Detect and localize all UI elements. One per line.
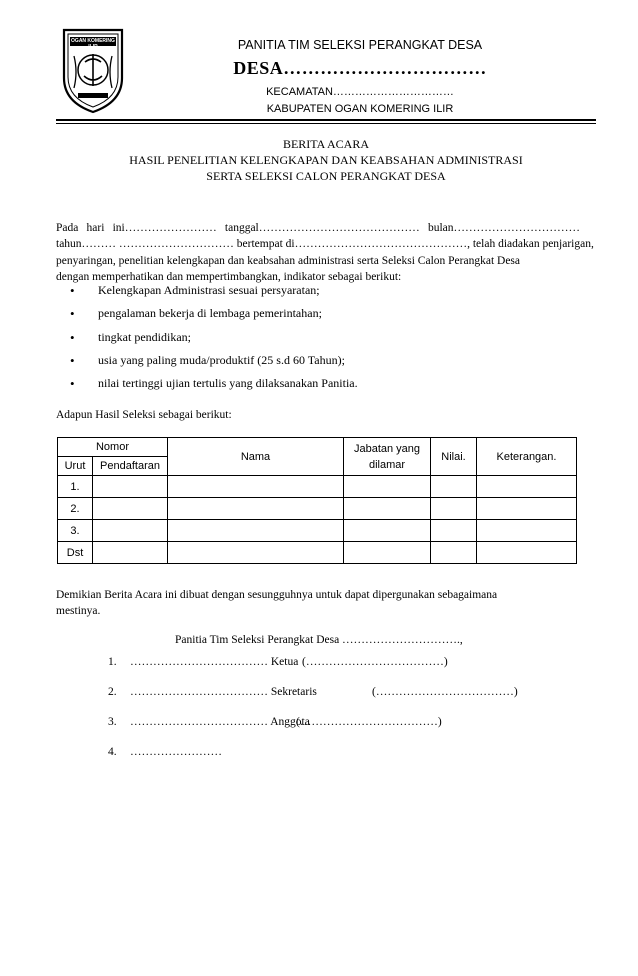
signature-row bbox=[108, 746, 222, 758]
criteria-text: nilai tertinggi ujian tertulis yang dilaksanakan Panitia. bbox=[98, 376, 358, 391]
header-urut: Urut bbox=[58, 457, 93, 476]
criteria-text: Kelengkapan Administrasi sesuai persyaratan; bbox=[98, 283, 320, 297]
member-number: 4. bbox=[108, 746, 117, 758]
member-signature: (………………………………) bbox=[302, 656, 448, 668]
header-nama: Nama bbox=[168, 438, 344, 476]
list-item bbox=[70, 376, 358, 399]
list-item bbox=[70, 330, 358, 353]
intro-word: Pada bbox=[56, 222, 79, 234]
intro-paragraph bbox=[56, 220, 594, 285]
signature-row bbox=[108, 686, 518, 698]
regency-logo bbox=[60, 26, 126, 114]
closing-line-2: mestinya. bbox=[56, 605, 101, 617]
table-row bbox=[58, 520, 577, 542]
results-intro: Adapun Hasil Seleksi sebagai berikut: bbox=[56, 409, 232, 421]
intro-line-4: dengan memperhatikan dan mempertimbangkan, indikator sebagai berikut: bbox=[56, 270, 402, 283]
logo-text: OGAN KOMERING ILIR bbox=[71, 38, 115, 50]
criteria-text: usia yang paling muda/produktif (25 s.d 60 Tahun); bbox=[98, 352, 345, 367]
header-jabatan: Jabatan yang dilamar bbox=[344, 438, 431, 476]
bullet-icon: • bbox=[70, 306, 75, 322]
row-number: Dst bbox=[58, 542, 93, 564]
results-table bbox=[57, 437, 577, 564]
header-nomor: Nomor bbox=[58, 438, 168, 457]
row-number: 2. bbox=[58, 498, 93, 520]
date-blank: tanggal…………………………………… bbox=[224, 222, 420, 234]
committee-heading: Panitia Tim Seleksi Perangkat Desa …………………………., bbox=[175, 634, 463, 646]
list-item bbox=[70, 353, 358, 376]
signature-row bbox=[108, 656, 448, 668]
signature-row bbox=[108, 716, 442, 728]
intro-line-3: penyaringan, penelitian kelengkapan dan keabsahan administrasi serta Seleksi Calon Perangkat Desa bbox=[56, 254, 520, 267]
bullet-icon: • bbox=[70, 329, 75, 345]
table-row bbox=[58, 498, 577, 520]
member-role: ……………………………… Sekretaris bbox=[130, 686, 317, 698]
document-subtitle-2: SERTA SELEKSI CALON PERANGKAT DESA bbox=[206, 169, 446, 183]
intro-word: hari bbox=[86, 222, 105, 234]
bullet-icon: • bbox=[70, 376, 75, 392]
header-pendaftaran: Pendaftaran bbox=[93, 457, 168, 476]
month-blank: bulan…………………………… bbox=[427, 222, 580, 234]
table-row bbox=[58, 476, 577, 498]
member-signature: (………………………………) bbox=[372, 686, 518, 698]
member-number: 3. bbox=[108, 716, 117, 728]
letterhead-rule-thick bbox=[56, 119, 596, 121]
header-keterangan: Keterangan. bbox=[477, 438, 577, 476]
closing-line-1: Demikian Berita Acara ini dibuat dengan sesungguhnya untuk dapat dipergunakan sebagaimana bbox=[56, 589, 498, 601]
list-item bbox=[70, 283, 358, 306]
table-row bbox=[58, 542, 577, 564]
criteria-text: tingkat pendidikan; bbox=[98, 329, 191, 344]
village-name: DESA…………………………… bbox=[233, 58, 487, 78]
bullet-icon: • bbox=[70, 352, 75, 368]
member-role: …………………… bbox=[130, 746, 222, 758]
letterhead-rule-thin bbox=[56, 123, 596, 124]
day-blank: ini…………………… bbox=[112, 222, 217, 234]
criteria-text: pengalaman bekerja di lembaga pemerintahan; bbox=[98, 306, 322, 321]
member-number: 1. bbox=[108, 656, 117, 668]
row-number: 1. bbox=[58, 476, 93, 498]
bullet-icon: • bbox=[70, 283, 75, 298]
criteria-list bbox=[70, 283, 358, 399]
district-name: KECAMATAN…………………………… bbox=[266, 86, 454, 98]
list-item bbox=[70, 306, 358, 329]
row-number: 3. bbox=[58, 520, 93, 542]
member-signature: (………………………………) bbox=[296, 716, 442, 728]
document-title: BERITA ACARA bbox=[282, 137, 370, 151]
member-role: ……………………………… Ketua bbox=[130, 656, 299, 668]
member-number: 2. bbox=[108, 686, 117, 698]
header-nilai: Nilai. bbox=[431, 438, 477, 476]
intro-line-2: tahun……… ………………………… bertempat di………………………………………, telah diadakan penjarigan, bbox=[56, 238, 594, 251]
committee-name: PANITIA TIM SELEKSI PERANGKAT DESA bbox=[237, 38, 483, 52]
member-role: ……………………………… Anggota bbox=[130, 716, 310, 728]
regency-name: KABUPATEN OGAN KOMERING ILIR bbox=[266, 103, 454, 115]
document-subtitle-1: HASIL PENELITIAN KELENGKAPAN DAN KEABSAHAN ADMINISTRASI bbox=[129, 153, 523, 167]
